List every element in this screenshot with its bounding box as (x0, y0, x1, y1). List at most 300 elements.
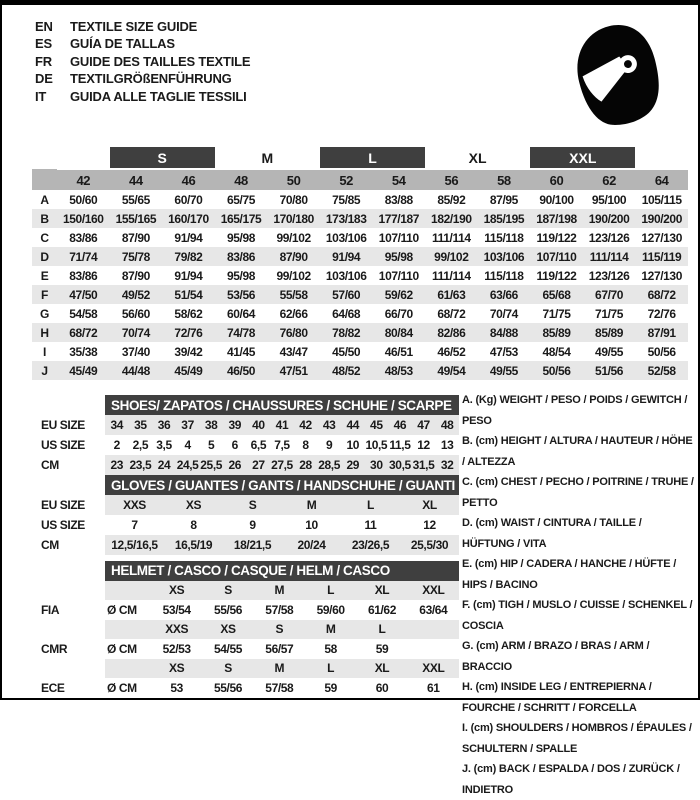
value-cell: 4 (184, 438, 191, 452)
row-label: EU SIZE (41, 498, 85, 512)
legend-item: C. (cm) CHEST / PECHO / POITRINE / TRUHE / PETTO (462, 476, 694, 509)
value-cell: 13 (440, 438, 454, 452)
helmet-size-header: XL (356, 659, 407, 679)
value-cell: 26 (223, 455, 247, 475)
value-cell: 23,5 (129, 455, 153, 475)
value-cell: 55/56 (213, 602, 242, 617)
value-cell: 59 (375, 641, 389, 656)
section-row (32, 415, 459, 435)
value-cell: 55/58 (267, 285, 320, 304)
row-label: J (32, 361, 57, 380)
value-cell: 79/82 (162, 247, 215, 266)
value-cell: 74/78 (215, 323, 268, 342)
value-cell: 24,5 (176, 455, 200, 475)
value-cell: L (341, 495, 400, 515)
value-cell: 2,5 (132, 438, 149, 452)
value-cell: 27 (247, 455, 271, 475)
value-cell: 66/70 (384, 306, 413, 321)
value-cell: 25,5/30 (400, 535, 459, 555)
value-cell: 123/126 (588, 268, 630, 283)
value-cell: 51/54 (162, 285, 215, 304)
value-cell: 111/114 (432, 268, 471, 283)
row-label: CM (41, 538, 59, 552)
value-cell: 60/64 (227, 306, 256, 321)
value-cell: 95/98 (372, 247, 425, 266)
measure-row-h (32, 323, 688, 342)
value-cell: 115/119 (635, 247, 688, 266)
helmet-size-table (32, 561, 459, 698)
value-cell: 70/74 (489, 306, 518, 321)
value-cell: 49/55 (478, 361, 531, 380)
size-header: 60 (530, 169, 583, 190)
value-cell: 85/89 (583, 323, 636, 342)
spacer-cell (32, 581, 105, 601)
legend-item: A. (Kg) WEIGHT / PESO / POIDS / GEWITCH / PESO (462, 394, 688, 427)
value-cell: 48/53 (372, 361, 425, 380)
standard-label: FIA (41, 602, 60, 617)
value-cell: 62/66 (279, 306, 308, 321)
value-cell: 47/50 (57, 285, 110, 304)
language-row (35, 88, 250, 105)
value-cell: 115/118 (484, 268, 524, 283)
value-cell: 83/86 (215, 247, 268, 266)
value-cell: 91/94 (174, 230, 203, 245)
language-code: DE (35, 71, 53, 87)
value-cell: 76/80 (267, 323, 320, 342)
value-cell: 45/50 (332, 344, 361, 359)
section-title: SHOES/ ZAPATOS / CHAUSSURES / SCHUHE / SCARPE (105, 395, 459, 415)
value-cell: 187/198 (530, 209, 583, 228)
value-cell: 45 (365, 415, 389, 435)
value-cell: 28 (294, 455, 318, 475)
helmet-size-row (32, 581, 459, 601)
value-cell: 29 (341, 455, 365, 475)
row-label: G (40, 306, 49, 321)
standard-label: CMR (41, 641, 68, 656)
value-cell: 127/130 (641, 268, 682, 283)
value-cell: 190/200 (583, 209, 636, 228)
value-cell: 6 (231, 438, 238, 452)
measure-row-g (32, 304, 688, 323)
value-cell: 20/24 (282, 535, 341, 555)
value-cell: 75/78 (110, 247, 163, 266)
value-cell: 177/187 (372, 209, 425, 228)
value-cell: 111/114 (432, 230, 471, 245)
value-cell: 49/54 (425, 361, 478, 380)
helmet-value-row-ece (32, 678, 459, 698)
value-cell: 95/98 (227, 230, 256, 245)
value-cell: 75/85 (332, 192, 361, 207)
value-cell: 185/195 (478, 209, 531, 228)
value-cell: 50/56 (530, 361, 583, 380)
value-cell: 5 (208, 438, 215, 452)
helmet-size-header: M (305, 620, 356, 640)
size-band-gap (57, 147, 110, 169)
section-row (32, 435, 459, 455)
value-cell: 103/106 (478, 247, 531, 266)
helmet-size-header: XS (151, 659, 202, 679)
helmet-size-header: XXL (408, 581, 459, 601)
unit-label: Ø CM (107, 641, 137, 656)
value-cell: 24 (152, 455, 176, 475)
value-cell: 60 (375, 680, 389, 695)
value-cell: 30 (365, 455, 389, 475)
value-cell: 47 (412, 415, 436, 435)
value-cell: 85/92 (437, 192, 466, 207)
row-label: EU SIZE (41, 418, 85, 432)
value-cell: 53/56 (215, 285, 268, 304)
value-cell: 107/110 (378, 268, 419, 283)
value-cell: 23 (105, 455, 129, 475)
size-header: 42 (57, 169, 110, 190)
value-cell: 91/94 (174, 268, 203, 283)
helmet-size-header: XXL (408, 659, 459, 679)
value-cell: 36 (152, 415, 176, 435)
section-row (32, 495, 459, 515)
value-cell: 68/72 (635, 285, 688, 304)
helmet-size-row (32, 620, 459, 640)
helmet-size-header (408, 620, 459, 640)
size-band-l: L (320, 147, 425, 169)
value-cell: 25,5 (199, 455, 223, 475)
value-cell: 6,5 (250, 438, 267, 452)
size-header: 64 (635, 169, 688, 190)
value-cell: 123/126 (588, 230, 630, 245)
helmet-size-header: M (254, 659, 305, 679)
value-cell: 111/114 (583, 247, 636, 266)
value-cell: 10 (346, 438, 360, 452)
value-cell: 61/63 (425, 285, 478, 304)
unit-label: Ø CM (107, 680, 137, 695)
value-cell: 150/160 (57, 209, 110, 228)
value-cell: 54/58 (69, 306, 98, 321)
value-cell: 71/75 (542, 306, 571, 321)
value-cell: 48/54 (542, 344, 571, 359)
size-header: 54 (372, 169, 425, 190)
section-row (32, 535, 459, 555)
value-cell: 107/110 (530, 247, 583, 266)
measure-row-d (32, 247, 688, 266)
section-title: GLOVES / GUANTES / GANTS / HANDSCHUHE / GUANTI (105, 475, 459, 495)
value-cell: 2 (113, 438, 120, 452)
value-cell: 95/100 (591, 192, 627, 207)
size-header: 46 (162, 169, 215, 190)
section-title: HELMET / CASCO / CASQUE / HELM / CASCO (105, 561, 459, 581)
shoes-size-table (32, 395, 459, 475)
spacer-cell (32, 147, 57, 169)
value-cell: 27,5 (270, 455, 294, 475)
value-cell: 87/91 (635, 323, 688, 342)
value-cell: 115/118 (484, 230, 524, 245)
value-cell: 83/88 (384, 192, 413, 207)
value-cell: 119/122 (536, 268, 577, 283)
value-cell: 87/95 (489, 192, 518, 207)
spacer-cell (32, 395, 105, 415)
value-cell: 55/56 (213, 680, 242, 695)
helmet-size-header: M (254, 581, 305, 601)
value-cell: 91/94 (320, 247, 373, 266)
section-row (32, 455, 459, 475)
value-cell: 38 (199, 415, 223, 435)
legend-item: F. (cm) TIGH / MUSLO / CUISSE / SCHENKEL / COSCIA (462, 599, 693, 632)
spacer-cell (32, 561, 105, 581)
row-label: US SIZE (41, 518, 85, 532)
size-band-xl: XL (425, 147, 530, 169)
value-cell: 65/68 (530, 285, 583, 304)
value-cell: 12 (417, 438, 430, 452)
value-cell: 68/72 (437, 306, 466, 321)
size-header: 44 (110, 169, 163, 190)
size-header: 62 (583, 169, 636, 190)
value-cell: 70/74 (110, 323, 163, 342)
value-cell: 49/55 (595, 344, 624, 359)
language-row (35, 70, 250, 87)
value-cell: 42 (294, 415, 318, 435)
size-header: 58 (478, 169, 531, 190)
value-cell: 68/72 (57, 323, 110, 342)
value-cell: 47/53 (489, 344, 518, 359)
helmet-size-header: L (305, 581, 356, 601)
gloves-size-table (32, 475, 459, 555)
row-label: A (40, 192, 49, 207)
value-cell: 84/88 (478, 323, 531, 342)
spacer-cell (32, 620, 105, 640)
size-header: 52 (320, 169, 373, 190)
value-cell: 52/53 (162, 641, 191, 656)
standard-label: ECE (41, 680, 65, 695)
row-label: I (43, 344, 46, 359)
measure-row-b (32, 209, 688, 228)
size-band-gap (635, 147, 688, 169)
value-cell: XL (400, 495, 459, 515)
value-cell: XS (164, 495, 223, 515)
unit-label: Ø CM (107, 602, 137, 617)
value-cell: 165/175 (215, 209, 268, 228)
section-header-row (32, 561, 459, 581)
language-code: EN (35, 19, 53, 34)
language-title: GUIDA ALLE TAGLIE TESSILI (70, 88, 247, 104)
value-cell: 11,5 (389, 438, 411, 452)
value-cell: 18/21,5 (223, 535, 282, 555)
helmet-size-header: L (305, 659, 356, 679)
value-cell: 50/56 (647, 344, 676, 359)
unit-spacer (105, 659, 151, 679)
language-code: FR (35, 53, 52, 69)
value-cell: 87/90 (267, 247, 320, 266)
value-cell: 59/62 (372, 285, 425, 304)
legend-item: E. (cm) HIP / CADERA / HANCHE / HÜFTE / HIPS / BACINO (462, 558, 677, 591)
value-cell: 30,5 (388, 455, 412, 475)
helmet-size-header: XS (151, 581, 202, 601)
value-cell: 7 (131, 518, 138, 532)
value-cell: 10 (305, 518, 318, 532)
helmet-value-row-cmr (32, 639, 459, 659)
value-cell: 90/100 (539, 192, 574, 207)
value-cell: 64/68 (332, 306, 361, 321)
value-cell: 31,5 (412, 455, 436, 475)
value-cell: 119/122 (536, 230, 577, 245)
value-cell: 107/110 (378, 230, 419, 245)
language-title: TEXTILE SIZE GUIDE (70, 19, 198, 34)
value-cell: 3,5 (156, 438, 172, 452)
value-cell: 59 (324, 680, 337, 695)
value-cell: 87/90 (121, 268, 150, 283)
legend-item: G. (cm) ARM / BRAZO / BRAS / ARM / BRACCIO (462, 640, 650, 673)
value-cell: 9 (249, 518, 256, 532)
value-cell: 55/65 (121, 192, 150, 207)
value-cell: 46/52 (437, 344, 466, 359)
measure-row-f (32, 285, 688, 304)
value-cell: 99/102 (276, 230, 311, 245)
language-row (35, 35, 250, 52)
value-cell: 37/40 (121, 344, 150, 359)
row-label: B (32, 209, 57, 228)
helmet-size-header: S (254, 620, 305, 640)
value-cell: 12 (423, 518, 436, 532)
legend-item: I. (cm) SHOULDERS / HOMBROS / ÉPAULES / SCHULTERN / SPALLE (462, 722, 692, 755)
helmet-size-header: S (202, 581, 253, 601)
value-cell: 67/70 (583, 285, 636, 304)
row-label: C (40, 230, 49, 245)
row-label: E (40, 268, 49, 283)
value-cell: 59/60 (316, 602, 345, 617)
value-cell: 48 (435, 415, 459, 435)
language-code: ES (35, 36, 52, 52)
size-header: 48 (215, 169, 268, 190)
value-cell (408, 639, 459, 659)
value-cell: 58 (324, 641, 337, 656)
value-cell: 190/200 (635, 209, 688, 228)
value-cell: 45/49 (57, 361, 110, 380)
value-cell: 48/52 (320, 361, 373, 380)
value-cell: 80/84 (372, 323, 425, 342)
language-code: IT (35, 88, 47, 104)
size-band-s: S (110, 147, 215, 169)
size-header: 56 (425, 169, 478, 190)
value-cell: 61/62 (367, 602, 396, 617)
spacer-cell (32, 659, 105, 679)
measure-row-i (32, 342, 688, 361)
value-cell: 46/51 (384, 344, 413, 359)
value-cell: 16,5/19 (164, 535, 223, 555)
value-cell: 60/70 (174, 192, 203, 207)
section-row (32, 515, 459, 535)
value-cell: 50/60 (69, 192, 98, 207)
legend-item: H. (cm) INSIDE LEG / ENTREPIERNA / FOURCHE / SCHRITT / FORCELLA (462, 681, 652, 714)
value-cell: 72/76 (647, 306, 676, 321)
value-cell: 12,5/16,5 (105, 535, 164, 555)
value-cell: 99/102 (276, 268, 311, 283)
size-header: 50 (267, 169, 320, 190)
value-cell: 83/86 (69, 230, 98, 245)
racing-helmet-icon (570, 17, 664, 133)
value-cell: 7,5 (274, 438, 290, 452)
value-cell: 95/98 (227, 268, 256, 283)
value-cell: 34 (105, 415, 129, 435)
value-cell: 57/58 (265, 680, 294, 695)
value-cell: 57/58 (265, 602, 294, 617)
value-cell: 78/82 (320, 323, 373, 342)
value-cell: 53 (170, 680, 183, 695)
value-cell: 99/102 (425, 247, 478, 266)
legend-item: D. (cm) WAIST / CINTURA / TAILLE / HÜFTUNG / VITA (462, 517, 642, 550)
textile-size-table (32, 147, 688, 380)
language-title: GUIDE DES TAILLES TEXTILE (70, 53, 251, 69)
value-cell: 72/76 (162, 323, 215, 342)
value-cell: 10,5 (365, 438, 388, 452)
size-band-m: M (215, 147, 320, 169)
value-cell: 41 (270, 415, 294, 435)
value-cell: 103/106 (325, 268, 367, 283)
unit-spacer (105, 581, 151, 601)
value-cell: 160/170 (162, 209, 215, 228)
value-cell: 170/180 (267, 209, 320, 228)
value-cell: 71/74 (57, 247, 110, 266)
measure-row-e (32, 266, 688, 285)
helmet-size-header: XL (356, 581, 407, 601)
language-title: GUÍA DE TALLAS (70, 36, 175, 52)
row-label: D (32, 247, 57, 266)
value-cell: 127/130 (641, 230, 682, 245)
value-cell: 47/51 (267, 361, 320, 380)
value-cell: 65/75 (227, 192, 256, 207)
value-cell: 56/60 (121, 306, 150, 321)
section-header-row (32, 395, 459, 415)
value-cell: 54/55 (213, 641, 242, 656)
helmet-value-row-fia (32, 600, 459, 620)
measurement-legend (462, 390, 694, 800)
value-cell: 8 (190, 518, 197, 532)
helmet-size-header: L (356, 620, 407, 640)
value-cell: 52/58 (635, 361, 688, 380)
language-row (35, 53, 250, 70)
helmet-size-header: S (202, 659, 253, 679)
value-cell: 11 (364, 518, 377, 532)
value-cell: 182/190 (425, 209, 478, 228)
value-cell: 56/57 (265, 641, 294, 656)
section-header-row (32, 475, 459, 495)
value-cell: 23/26,5 (341, 535, 400, 555)
helmet-size-header: XXS (151, 620, 202, 640)
value-cell: 41/45 (227, 344, 256, 359)
value-cell: 44 (341, 415, 365, 435)
value-cell: 57/60 (320, 285, 373, 304)
size-band-xxl: XXL (530, 147, 635, 169)
measure-row-c (32, 228, 688, 247)
value-cell: S (223, 495, 282, 515)
value-cell: 53/54 (162, 602, 191, 617)
value-cell: 63/66 (478, 285, 531, 304)
size-band-row (32, 147, 688, 169)
helmet-size-header: XS (202, 620, 253, 640)
helmet-size-row (32, 659, 459, 679)
value-cell: 9 (326, 438, 333, 452)
value-cell: 44/48 (110, 361, 163, 380)
value-cell: 71/75 (595, 306, 624, 321)
language-row (35, 18, 250, 35)
numeric-size-row (32, 169, 688, 190)
measure-row-a (32, 190, 688, 209)
value-cell: 82/86 (425, 323, 478, 342)
legend-item: J. (cm) BACK / ESPALDA / DOS / ZURÜCK / INDIETRO (462, 763, 680, 796)
value-cell: 83/86 (69, 268, 98, 283)
value-cell: 70/80 (279, 192, 308, 207)
value-cell: 85/89 (530, 323, 583, 342)
value-cell: 46/50 (215, 361, 268, 380)
value-cell: 35/38 (69, 344, 98, 359)
value-cell: 155/165 (110, 209, 163, 228)
value-cell: 40 (247, 415, 271, 435)
